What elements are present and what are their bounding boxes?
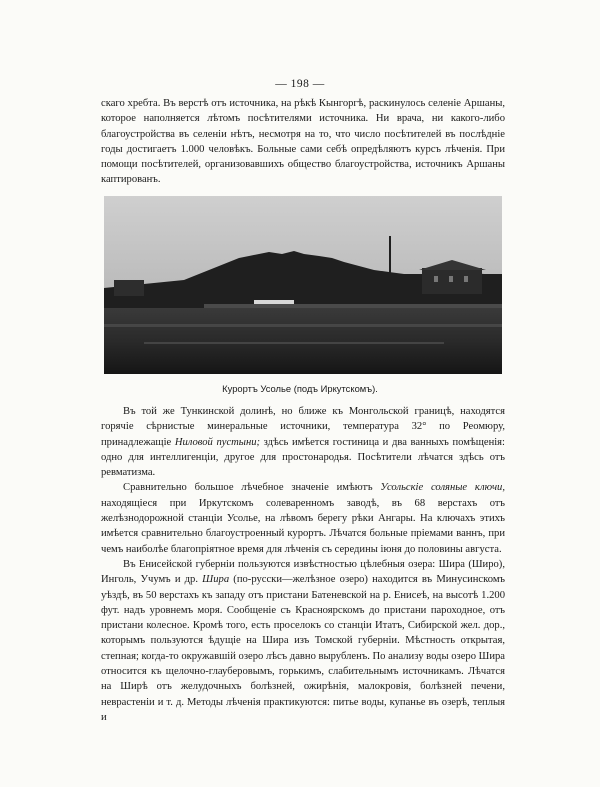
paragraph-3-text-a: Сравнительно большое лѣчебное значеніе имѣютъ <box>123 482 381 494</box>
paragraph-4-text-b: (по-русски—желѣзное озеро) находится въ Минусинскомъ уѣздѣ, въ 50 верстахъ къ западу отъ пристани Батеневской на р. Енисеѣ, на высотѣ 1.200 фут. надъ уровнемъ моря. Сообщеніе съ Красноярскомъ до пристани пароходное, отъ пристани колесное. Кромѣ того, есть проселокъ со станціи Итатъ, Сибирской жел. дор., которымъ пользуются ѣдущіе на Шира изъ Томской губерніи. Мѣстность открытая, степная; когда-то окружавшій озеро лѣсъ давно вырубленъ. По анализу воды озеро Шира относится къ щелочно-глауберовымъ, горькимъ, слабительнымъ источникамъ. Лѣчатся на Ширѣ отъ желудочныхъ болѣзней, ожирѣнія, малокровія, болѣзней печени, неврастеніи и т. д. Методы лѣченія практикуются: питье воды, купанье въ озерѣ, теплыя и <box>101 574 505 723</box>
building-left <box>114 280 144 296</box>
paragraph-2 <box>101 404 505 480</box>
text-block-top <box>101 96 505 188</box>
photo-drawing <box>104 196 502 374</box>
paragraph-3-italic: Усольскіе соляные ключи, <box>380 482 506 494</box>
pole <box>389 236 391 276</box>
paragraph-4 <box>101 557 505 725</box>
window <box>434 276 438 282</box>
paragraph-2-text-a: Въ той же Тункинской долинѣ, но ближе къ Монгольской границѣ, находятся горячіе сѣрнистые минеральные источники, температура 32° по Реомюру, принадлежащіе <box>101 406 505 448</box>
text-block-bottom <box>101 404 505 725</box>
paragraph-3-text-b: находящіеся при Иркутскомъ солеваренномъ заводѣ, въ 68 верстахъ отъ желѣзнодорожной станціи Усолье, на лѣвомъ берегу рѣки Ангары. На ключахъ этихъ имѣется сравнительно благоустроенный курортъ. Лѣчатся больные пріемами ваннъ, при чемъ наиболѣе благопріятное время для лѣченія съ середины іюня до половины августа. <box>101 497 505 555</box>
reflection <box>104 324 502 327</box>
paragraph-2-italic: Ниловой пустыни; <box>174 436 261 448</box>
resort-landscape-photo <box>104 196 502 374</box>
reflection <box>144 342 444 344</box>
photo-caption: Курортъ Усолье (подъ Иркутскомъ). <box>222 383 378 394</box>
paragraph-4-italic: Шира <box>202 574 230 586</box>
paragraph-1: скаго хребта. Въ верстѣ отъ источника, на рѣкѣ Кынгоргѣ, раскинулось селеніе Аршаны, которое наполняется лѣтомъ посѣтителями источника. Ни врача, ни какого-либо благоустройства въ селеніи нѣтъ, несмотря на то, что число посѣтителей въ послѣдніе годы достигаетъ 1.000 человѣкъ. Больные сами себѣ опредѣляютъ курсъ лѣченія. При помощи посѣтителей, организовавшихъ общество благоустройства, источникъ Аршаны каптированъ. <box>101 98 505 186</box>
window <box>449 276 453 282</box>
paragraph-4-text-a: Въ Енисейской губерніи пользуются извѣстностью цѣлебныя озера: Шира (Широ), Инголь, Учумъ и др. <box>101 558 505 586</box>
shoreline <box>204 304 502 308</box>
paragraph-2-text-b: здѣсь имѣется гостиница и два ванныхъ помѣщенія: одно для интеллигенціи, другое для простонародья. Посѣтители лѣчатся здѣсь отъ ревматизма. <box>101 436 505 479</box>
page-number: — 198 — <box>275 78 325 90</box>
window <box>464 276 468 282</box>
river-water <box>104 308 502 374</box>
paragraph-3 <box>101 480 505 556</box>
